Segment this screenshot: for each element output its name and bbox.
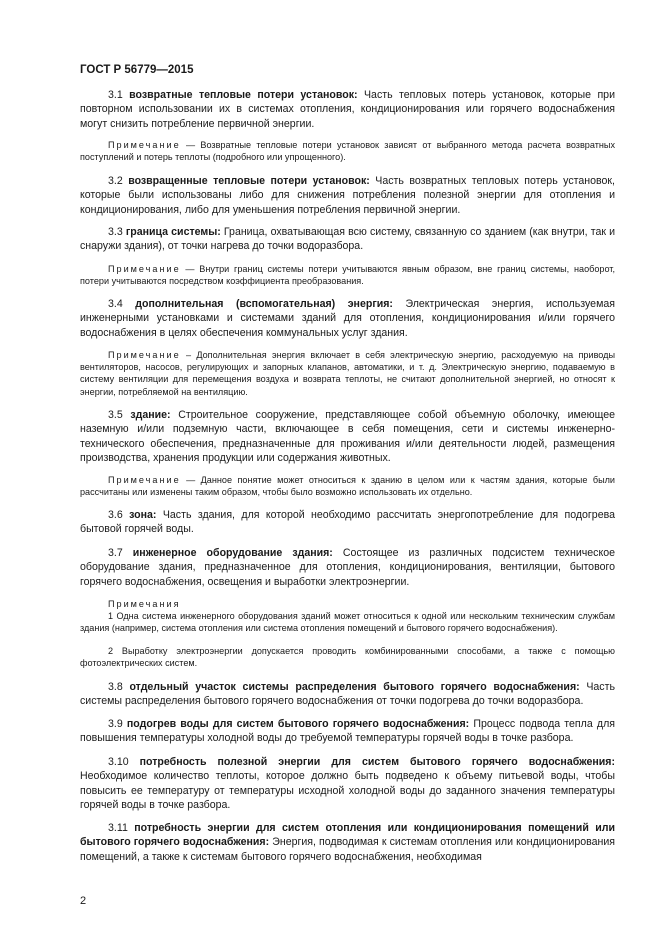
note-3-7-item-2 <box>80 645 615 669</box>
note-3-3 <box>80 263 615 287</box>
term: потребность энергии для систем отопления или кондиционирования помещений или бытового горячего водоснабжения: <box>80 822 615 849</box>
definition-3-9 <box>80 717 615 746</box>
definition-text: Часть возвратных тепловых потерь установок, которые были использованы либо для снижения потребления полезной энергии для отопления и кондиционирования, либо для уменьшения потребления первичной энергии. <box>80 175 615 216</box>
clause-number: 3.11 <box>108 822 128 834</box>
term: отдельный участок системы распределения бытового горячего водоснабжения: <box>129 681 580 693</box>
definition-text: Состоящее из различных подсистем техническое оборудование здания, предназначенное для отопления, кондиционирования, вентиляции, бытового горячего водоснабжения, освещения и выработки электроэнергии. <box>80 547 615 588</box>
term: возвращенные тепловые потери установок: <box>128 175 370 187</box>
definition-3-3 <box>80 225 615 254</box>
clause-number: 3.2 <box>108 175 123 187</box>
term: граница системы: <box>125 226 221 238</box>
definition-3-11 <box>80 821 615 864</box>
clause-number: 3.4 <box>108 298 123 310</box>
notes-label: Примечания <box>108 599 181 609</box>
clause-number: 3.5 <box>108 409 123 421</box>
note-text: — Возвратные тепловые потери установок зависят от выбранного метода расчета возвратных поступлений и потерь теплоты (подробного или упрощенного). <box>80 140 615 163</box>
definition-text: Граница, охватывающая всю систему, связанную со зданием (как внутри, так и снаружи здания), от точки нагрева до точки водоразбора. <box>80 226 615 253</box>
note-text: 2 Выработку электроэнергии допускается проводить комбинированными способами, а также с помощью фотоэлектрических систем. <box>80 646 615 669</box>
definition-text: Часть здания, для которой необходимо рассчитать энергопотребление для подогрева бытовой горячей воды. <box>80 509 615 536</box>
note-text: — Данное понятие может относиться к зданию в целом или к частям здания, которые были рассчитаны или изменены таким образом, чтобы было возможно использовать их отдельно. <box>80 475 615 498</box>
note-text: 1 Одна система инженерного оборудования зданий может относиться к одной или нескольким техническим службам здания (например, система отопления или система отопления помещений и бытового горячего водоснабжения). <box>80 611 615 634</box>
definition-3-4 <box>80 297 615 340</box>
definition-3-5 <box>80 408 615 465</box>
clause-number: 3.9 <box>108 718 123 730</box>
definition-text: Строительное сооружение, представляющее собой объемную оболочку, имеющее наземную и/или подземную части, включающее в себя помещения, сети и системы инженерно-технического обеспечения, предназначенные для проживания и/или деятельности людей, размещения производства, хранения продукции или содержания животных. <box>80 409 615 464</box>
definition-3-2 <box>80 174 615 217</box>
term: возвратные тепловые потери установок: <box>129 89 358 101</box>
definition-3-8 <box>80 680 615 709</box>
definition-text: Энергия, подводимая к системам отопления или кондиционирования помещений, а также к системам бытового горячего водоснабжения, необходимая <box>80 836 616 863</box>
note-3-4 <box>80 349 615 398</box>
term: инженерное оборудование здания: <box>132 547 333 559</box>
note-label: Примечание <box>108 140 181 150</box>
clause-number: 3.10 <box>108 756 129 768</box>
note-text: — Внутри границ системы потери учитываются явным образом, вне границ системы, наоборот, потери учитываются посредством коэффициента преобразования. <box>80 264 615 287</box>
term: потребность полезной энергии для систем бытового горячего водоснабжения: <box>139 756 615 768</box>
note-3-1 <box>80 139 615 163</box>
note-text: – Дополнительная энергия включает в себя электрическую энергию, расходуемую на приводы вентиляторов, насосов, регулирующих и запорных клапанов, автоматики, и т. д. Электрическую энергию, подаваемую в систему вентиляции для перемещения воздуха и возврата теплоты, не считают дополнительной энергией, но относят к энергии, потребляемой на вентиляцию. <box>80 350 615 397</box>
definition-text: Часть тепловых потерь установок, которые при повторном использовании их в системах отопления, кондиционирования или горячего водоснабжения могут снизить потребление первичной энергии. <box>80 89 615 130</box>
term: здание: <box>130 409 171 421</box>
clause-number: 3.3 <box>108 226 123 238</box>
definition-text: Часть системы распределения бытового горячего водоснабжения от точки подогрева до точки водоразбора. <box>80 681 615 708</box>
term: дополнительная (вспомогательная) энергия: <box>135 298 393 310</box>
note-3-7-item-1 <box>80 610 615 634</box>
clause-number: 3.1 <box>108 89 123 101</box>
definition-text: Электрическая энергия, используемая инженерными установками и системами зданий для отопления, кондиционирования и/или горячего водоснабжения в целях обеспечения коммунальных услуг здания. <box>80 298 615 339</box>
definition-3-10 <box>80 755 615 812</box>
term: зона: <box>129 509 157 521</box>
definition-3-7 <box>80 546 615 589</box>
clause-number: 3.6 <box>108 509 123 521</box>
clause-number: 3.7 <box>108 547 123 559</box>
clause-number: 3.8 <box>108 681 123 693</box>
term: подогрев воды для систем бытового горячего водоснабжения: <box>126 718 470 730</box>
note-label: Примечание <box>108 475 181 485</box>
page-number: 2 <box>80 895 87 907</box>
note-3-5 <box>80 474 615 498</box>
definition-3-6 <box>80 508 615 537</box>
notes-heading <box>80 598 615 610</box>
note-label: Примечание <box>108 264 181 274</box>
definition-text: Необходимое количество теплоты, которое должно быть подведено к объему питьевой воды, чтобы повысить ее температуру от температуры исходной холодной воды до заданного значения температуры горячей воды в точке разбора. <box>80 770 615 811</box>
note-label: Примечание <box>108 350 181 360</box>
definition-text: Процесс подвода тепла для повышения температуры холодной воды до требуемой температуры горячей воды в точке разбора. <box>80 718 615 745</box>
definition-3-1 <box>80 88 615 131</box>
document-header: ГОСТ Р 56779—2015 <box>80 64 194 76</box>
